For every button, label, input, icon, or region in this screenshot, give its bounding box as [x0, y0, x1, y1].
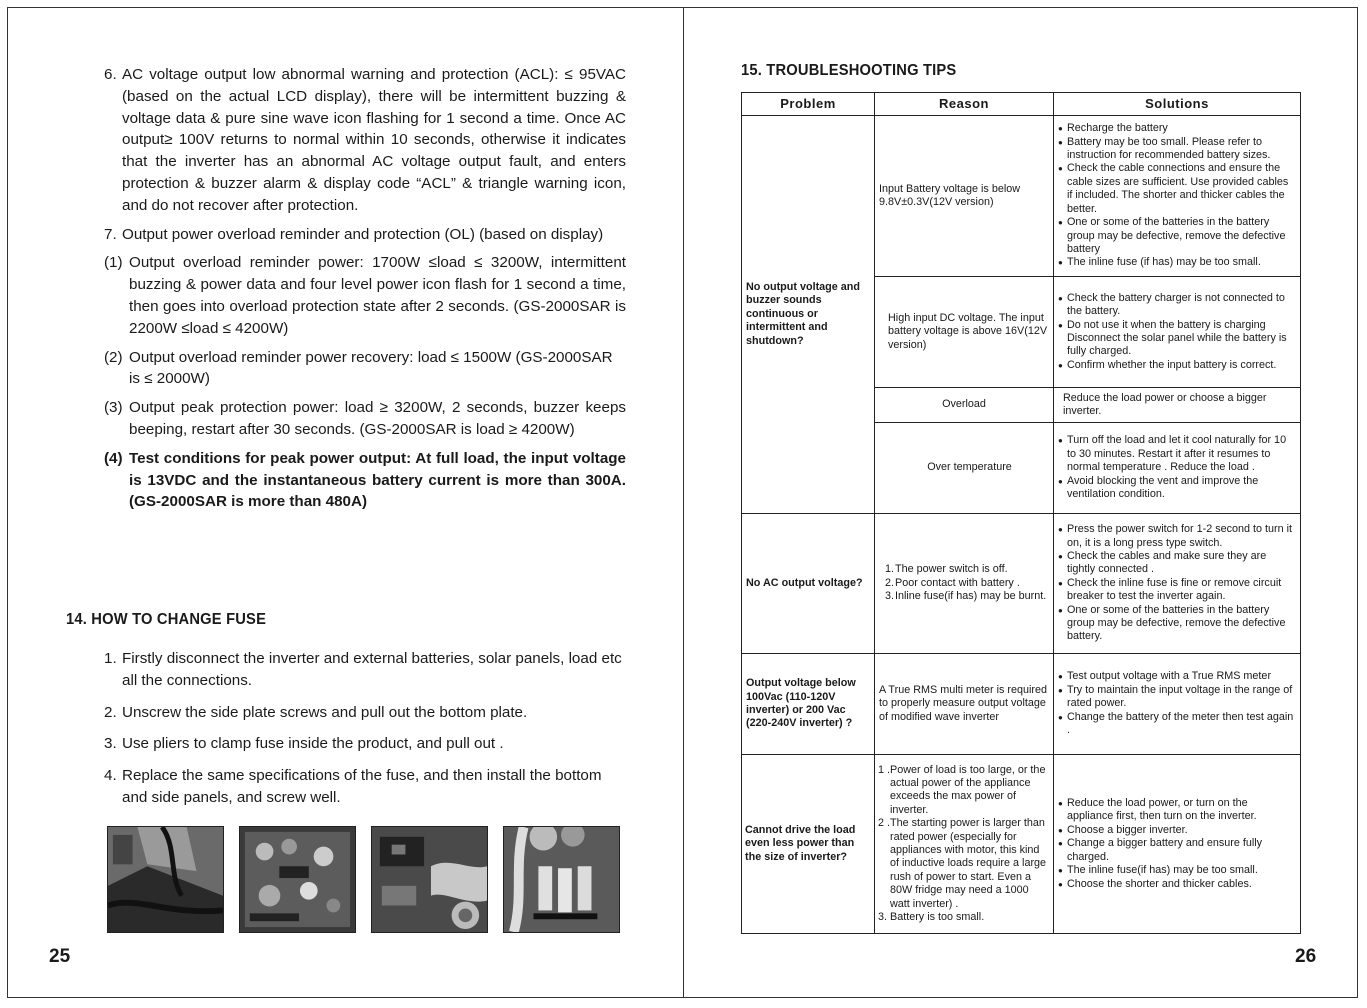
- reason-item: [885, 590, 1049, 603]
- reason-cell: Over temperature: [875, 423, 1054, 514]
- item-text: AC voltage output low abnormal warning and protection (ACL): ≤ 95VAC (based on the actual LCD display), there will be intermittent buzzing & voltage data & pure sine wave icon flashing for 1 second a time. Once AC output≥ 100V returns to normal within 10 seconds, otherwise it indicates that the inverter has an abnormal AC voltage output fault, and enters protection & buzzer alarm & display code “ACL” & triangle warning icon, and do not recover after protection.: [122, 66, 626, 214]
- reason-number: 3.: [878, 911, 888, 924]
- solution-item: ● Recharge the battery: [1058, 122, 1296, 135]
- item-number: (4): [104, 449, 123, 467]
- reason-item: [885, 563, 1049, 576]
- step-text: Unscrew the side plate screws and pull out the bottom plate.: [122, 703, 528, 721]
- protection-list: [102, 64, 626, 520]
- list-item: [102, 702, 626, 724]
- page-number-left: 25: [49, 946, 71, 967]
- reason-cell: High input DC voltage. The input battery voltage is above 16V(12V version): [875, 277, 1054, 388]
- item-number: (3): [104, 399, 123, 417]
- problem-cell: No AC output voltage?: [742, 514, 875, 654]
- solution-item: ● Avoid blocking the vent and improve the ventilation condition.: [1058, 475, 1296, 502]
- item-number: 6.: [104, 66, 117, 83]
- step-number: 2.: [104, 703, 117, 721]
- solution-item: ● Check the cable connections and ensure the cable sizes are sufficient. Use provided cables if included. The shorter and thicker cables the better.: [1058, 162, 1296, 216]
- photo-pliers: [371, 826, 488, 933]
- reason-cell: [875, 755, 1054, 934]
- reason-cell: Input Battery voltage is below 9.8V±0.3V(12V version): [875, 116, 1054, 277]
- table-row: [742, 654, 1301, 755]
- solution-item: ● Change a bigger battery and ensure fully charged.: [1058, 837, 1296, 864]
- solution-item: ● Choose the shorter and thicker cables.: [1058, 878, 1296, 891]
- header-solutions: Solutions: [1054, 93, 1301, 116]
- solution-item: ● Battery may be too small. Please refer to instruction for recommended battery sizes.: [1058, 136, 1296, 163]
- reason-number: 2.: [885, 576, 895, 589]
- item-text: Output overload reminder power: 1700W ≤load ≤ 3200W, intermittent buzzing & power data and four level power icon flash for 1 second a time, then goes into overload protection state after 2 seconds. (GS-2000SAR is 2200W ≤load ≤ 4200W): [129, 254, 626, 337]
- solution-item: ● One or some of the batteries in the battery group may be defective, remove the defective battery: [1058, 216, 1296, 256]
- solution-item: ● Choose a bigger inverter.: [1058, 824, 1296, 837]
- reason-text: Power of load is too large, or the actual power of the appliance exceeds the max power of inverter.: [890, 763, 1046, 816]
- page-divider: [683, 7, 684, 998]
- solution-item: ● One or some of the batteries in the battery group may be defective, remove the defective battery.: [1058, 604, 1296, 644]
- photo-bottom-plate: [239, 826, 356, 933]
- reason-text: Poor contact with battery .: [895, 576, 1020, 589]
- solution-item: ● Confirm whether the input battery is correct.: [1058, 359, 1296, 372]
- list-item: [102, 733, 626, 755]
- solutions-cell: [1054, 755, 1301, 934]
- solutions-cell: [1054, 423, 1301, 514]
- troubleshooting-title: 15. TROUBLESHOOTING TIPS: [741, 62, 957, 79]
- step-number: 4.: [104, 767, 117, 785]
- solution-item: ● Test output voltage with a True RMS meter: [1058, 670, 1296, 683]
- reason-text: Battery is too small.: [890, 911, 985, 924]
- reason-text: Inline fuse(if has) may be burnt.: [895, 590, 1047, 603]
- reason-number: 3.: [885, 590, 895, 603]
- solutions-cell: [1054, 654, 1301, 755]
- solution-item: ● Reduce the load power, or turn on the appliance first, then turn on the inverter.: [1058, 797, 1296, 824]
- reason-number: 2 .: [878, 817, 891, 830]
- list-item: [102, 648, 626, 692]
- solution-item: ● Turn off the load and let it cool naturally for 10 to 30 minutes. Restart it after it resumes to normal temperature . Reduce the load .: [1058, 434, 1296, 474]
- header-reason: Reason: [875, 93, 1054, 116]
- step-text: Firstly disconnect the inverter and external batteries, solar panels, load etc all the connections.: [122, 650, 622, 689]
- list-item: [102, 448, 626, 513]
- photo-replace-fuse: [503, 826, 620, 933]
- fuse-photos: [107, 826, 621, 933]
- table-header-row: [742, 93, 1301, 116]
- solutions-cell: [1054, 116, 1301, 277]
- list-item: [102, 347, 626, 391]
- problem-cell: No output voltage and buzzer sounds continuous or intermittent and shutdown?: [742, 116, 875, 514]
- step-number: 1.: [104, 650, 117, 667]
- list-item: [102, 765, 626, 809]
- solution-item: ● Try to maintain the input voltage in the range of rated power.: [1058, 684, 1296, 711]
- problem-cell: Output voltage below 100Vac (110-120V inverter) or 200 Vac (220-240V inverter) ?: [742, 654, 875, 755]
- reason-cell: [875, 514, 1054, 654]
- reason-cell: Overload: [875, 388, 1054, 423]
- problem-cell: Cannot drive the load even less power than the size of inverter?: [742, 755, 875, 934]
- troubleshooting-table: [741, 92, 1301, 934]
- reason-number: 1 .: [878, 763, 891, 776]
- list-item: [102, 252, 626, 339]
- solution-item: ● Check the cables and make sure they are tightly connected .: [1058, 550, 1296, 577]
- step-number: 3.: [104, 735, 117, 753]
- reason-text: The starting power is larger than rated power (especially for appliances with motor, this kind of inductive loads require a large rush of power to start. Even a 80W fridge may need a 1000 watt inverter) .: [890, 817, 1047, 910]
- item-text: Test conditions for peak power output: At full load, the input voltage is 13VDC and the instantaneous battery current is more than 300A. (GS-2000SAR is more than 480A): [129, 449, 626, 511]
- list-item: [102, 64, 626, 217]
- solutions-cell: Reduce the load power or choose a bigger inverter.: [1054, 388, 1301, 423]
- reason-item: [878, 764, 1049, 818]
- reason-number: 1.: [885, 563, 895, 576]
- page-number-right: 26: [1295, 946, 1317, 967]
- list-item: [102, 224, 626, 246]
- table-row: [742, 116, 1301, 277]
- solution-item: ● Change the battery of the meter then test again .: [1058, 711, 1296, 738]
- header-problem: Problem: [742, 93, 875, 116]
- reason-item: [878, 911, 1049, 924]
- solution-item: ● Check the battery charger is not connected to the battery.: [1058, 292, 1296, 319]
- list-item: [102, 397, 626, 441]
- item-text: Output peak protection power: load ≥ 3200W, 2 seconds, buzzer keeps beeping, restart after 30 seconds. (GS-2000SAR is load ≥ 4200W): [129, 399, 626, 438]
- item-number: (2): [104, 348, 123, 366]
- reason-text: The power switch is off.: [895, 563, 1008, 576]
- table-row: [742, 514, 1301, 654]
- solution-item: ● Do not use it when the battery is charging Disconnect the solar panel while the battery is fully charged.: [1058, 319, 1296, 359]
- item-text: Output power overload reminder and protection (OL) (based on display): [122, 225, 604, 243]
- reason-item: [885, 577, 1049, 590]
- fuse-steps: [102, 648, 626, 819]
- solution-item: ● Press the power switch for 1-2 second to turn it on, it is a long press type switch.: [1058, 523, 1296, 550]
- solution-item: ● The inline fuse (if has) may be too small.: [1058, 256, 1296, 269]
- solutions-cell: [1054, 514, 1301, 654]
- solution-item: ● The inline fuse(if has) may be too small.: [1058, 864, 1296, 877]
- item-number: (1): [104, 254, 123, 272]
- item-number: 7.: [104, 225, 117, 243]
- fuse-section-title: 14. HOW TO CHANGE FUSE: [66, 611, 267, 628]
- solutions-cell: [1054, 277, 1301, 388]
- step-text: Use pliers to clamp fuse inside the product, and pull out .: [122, 735, 504, 753]
- photo-disconnect: [107, 826, 224, 933]
- item-text: Output overload reminder power recovery: load ≤ 1500W (GS-2000SAR is ≤ 2000W): [129, 348, 613, 388]
- reason-item: [878, 817, 1049, 911]
- table-row: [742, 755, 1301, 934]
- step-text: Replace the same specifications of the fuse, and then install the bottom and side panels, and screw well.: [122, 767, 602, 806]
- reason-cell: A True RMS multi meter is required to properly measure output voltage of modified wave inverter: [875, 654, 1054, 755]
- solution-item: ● Check the inline fuse is fine or remove circuit breaker to test the inverter again.: [1058, 577, 1296, 604]
